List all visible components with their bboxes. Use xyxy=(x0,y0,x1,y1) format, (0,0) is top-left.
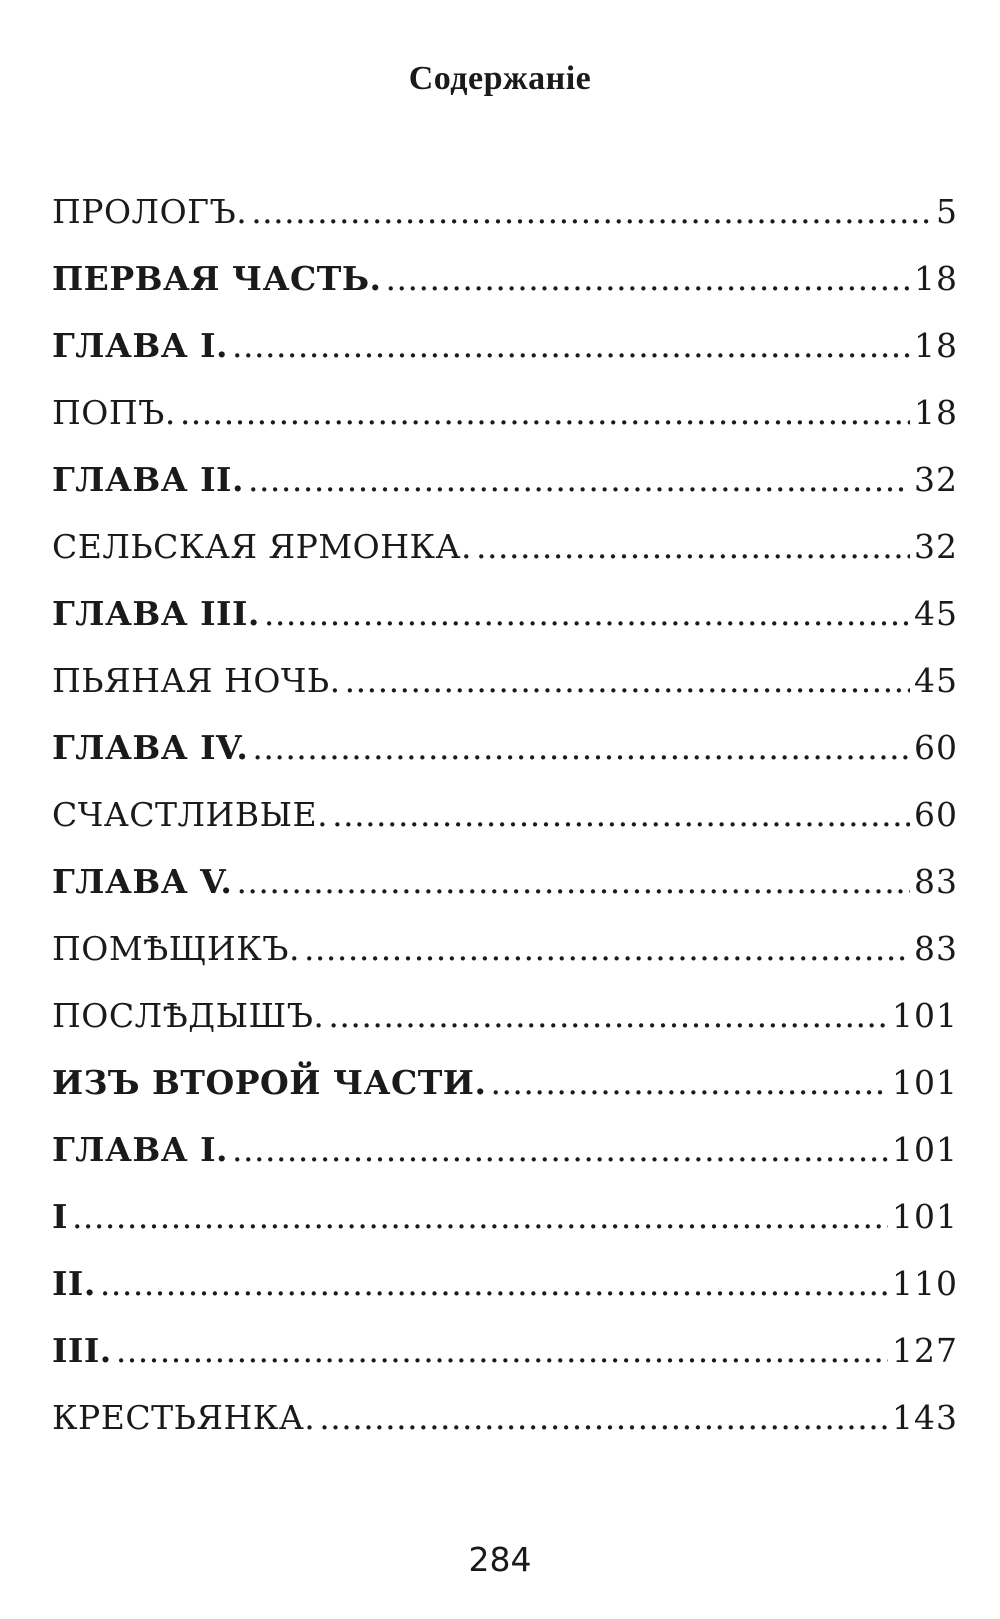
toc-entry-label: ГЛАВА I. xyxy=(52,1130,229,1169)
toc-entry-page: 45 xyxy=(914,661,958,700)
toc-entry-page: 127 xyxy=(892,1331,958,1370)
toc-entry[interactable] xyxy=(52,929,958,996)
dot-leader xyxy=(328,996,888,1035)
toc-entry[interactable] xyxy=(52,527,958,594)
toc-entry-page: 18 xyxy=(914,259,958,298)
dot-leader xyxy=(252,728,910,767)
toc-entry[interactable] xyxy=(52,1331,958,1398)
toc-entry-page: 101 xyxy=(892,996,958,1035)
toc-entry[interactable] xyxy=(52,259,958,326)
toc-entry-label: II. xyxy=(52,1264,96,1303)
toc-entry-page: 110 xyxy=(892,1264,958,1303)
toc-entry-label: СЧАСТЛИВЫЕ. xyxy=(52,795,329,834)
dot-leader xyxy=(332,795,910,834)
toc-entry-label: ПЬЯНАЯ НОЧЬ. xyxy=(52,661,341,700)
toc-entry-label: ГЛАВА V. xyxy=(52,862,233,901)
dot-leader xyxy=(232,1130,888,1169)
dot-leader xyxy=(180,393,910,432)
dot-leader xyxy=(116,1331,888,1370)
toc-entry-label: I xyxy=(52,1197,68,1236)
dot-leader xyxy=(319,1398,888,1437)
toc-entry-label: ГЛАВА II. xyxy=(52,460,244,499)
toc-entry[interactable] xyxy=(52,1197,958,1264)
toc-entry[interactable] xyxy=(52,661,958,728)
toc-entry-label: ПЕРВАЯ ЧАСТЬ. xyxy=(52,259,382,298)
toc-entry[interactable] xyxy=(52,460,958,527)
toc-entry[interactable] xyxy=(52,862,958,929)
toc-entry[interactable] xyxy=(52,594,958,661)
toc-entry-page: 143 xyxy=(892,1398,958,1437)
toc-entry-page: 18 xyxy=(914,393,958,432)
table-of-contents xyxy=(52,192,958,1465)
toc-entry-label: СЕЛЬСКАЯ ЯРМОНКА. xyxy=(52,527,473,566)
dot-leader xyxy=(386,259,910,298)
dot-leader xyxy=(248,460,910,499)
toc-entry[interactable] xyxy=(52,1130,958,1197)
dot-leader xyxy=(345,661,910,700)
toc-entry-page: 101 xyxy=(892,1130,958,1169)
page-number: 284 xyxy=(468,1540,532,1579)
dot-leader xyxy=(490,1063,888,1102)
toc-entry[interactable] xyxy=(52,1398,958,1465)
dot-leader xyxy=(72,1197,888,1236)
toc-entry[interactable] xyxy=(52,192,958,259)
toc-entry[interactable] xyxy=(52,795,958,862)
toc-entry-label: ПОМѢЩИКЪ. xyxy=(52,929,300,968)
toc-entry[interactable] xyxy=(52,1264,958,1331)
toc-entry[interactable] xyxy=(52,326,958,393)
toc-entry-label: ПОПЪ. xyxy=(52,393,176,432)
dot-leader xyxy=(264,594,910,633)
toc-entry-page: 60 xyxy=(914,795,958,834)
toc-entry-page: 32 xyxy=(914,460,958,499)
toc-entry-page: 18 xyxy=(914,326,958,365)
toc-entry-page: 32 xyxy=(914,527,958,566)
dot-leader xyxy=(236,862,910,901)
toc-entry-label: ПРОЛОГЪ. xyxy=(52,192,248,231)
toc-entry[interactable] xyxy=(52,996,958,1063)
toc-entry-page: 101 xyxy=(892,1063,958,1102)
toc-entry-page: 5 xyxy=(936,192,958,231)
toc-entry-label: ГЛАВА I. xyxy=(52,326,229,365)
toc-entry[interactable] xyxy=(52,728,958,795)
toc-entry-label: III. xyxy=(52,1331,112,1370)
toc-entry-label: ПОСЛѢДЫШЪ. xyxy=(52,996,325,1035)
dot-leader xyxy=(476,527,910,566)
dot-leader xyxy=(304,929,910,968)
toc-entry-label: ИЗЪ ВТОРОЙ ЧАСТИ. xyxy=(52,1063,487,1102)
toc-entry-page: 60 xyxy=(914,728,958,767)
toc-entry-label: ГЛАВА III. xyxy=(52,594,260,633)
toc-entry-page: 45 xyxy=(914,594,958,633)
toc-entry[interactable] xyxy=(52,393,958,460)
toc-entry-label: ГЛАВА IV. xyxy=(52,728,249,767)
dot-leader xyxy=(100,1264,888,1303)
toc-entry-page: 83 xyxy=(914,929,958,968)
dot-leader xyxy=(251,192,932,231)
toc-entry-label: КРЕСТЬЯНКА. xyxy=(52,1398,316,1437)
toc-entry-page: 83 xyxy=(914,862,958,901)
toc-entry-page: 101 xyxy=(892,1197,958,1236)
page-title: Содержаніе xyxy=(408,60,592,97)
dot-leader xyxy=(232,326,910,365)
toc-entry[interactable] xyxy=(52,1063,958,1130)
